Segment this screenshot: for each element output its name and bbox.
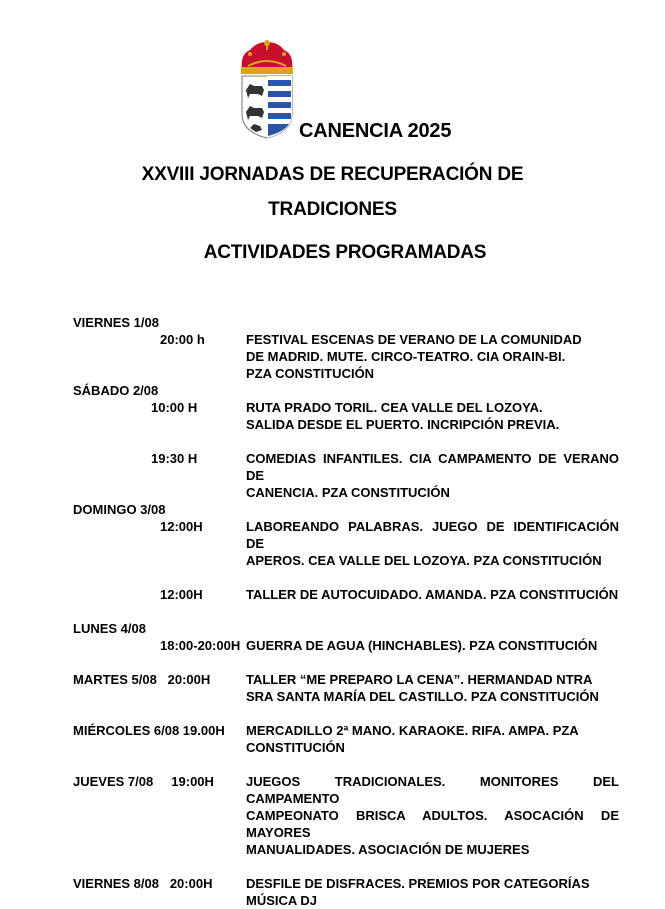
day-label: VIERNES 1/08 — [73, 315, 159, 330]
entry-description — [246, 875, 619, 909]
description-line: DE MADRID. MUTE. CIRCO-TEATRO. CIA ORAIN-BI. — [246, 349, 566, 364]
schedule-entry — [73, 518, 623, 569]
schedule-entry — [73, 331, 623, 382]
schedule-entry — [73, 773, 623, 858]
description-line: CONSTITUCIÓN — [246, 740, 345, 755]
description-line: APEROS. CEA VALLE DEL LOZOYA. PZA CONSTITUCIÓN — [246, 553, 602, 568]
entry-time: 10:00 H — [151, 400, 198, 415]
schedule-entry — [73, 450, 623, 501]
event-title-line2: TRADICIONES — [268, 199, 397, 220]
entry-time: 19:30 H — [151, 451, 198, 466]
town-title: CANENCIA 2025 — [299, 120, 452, 142]
shield-icon — [242, 76, 292, 138]
description-line: COMEDIAS INFANTILES. CIA CAMPAMENTO DE VERANO DE — [246, 451, 619, 483]
description-line: DESFILE DE DISFRACES. PREMIOS POR CATEGORÍAS — [246, 876, 590, 891]
event-title-line1: XXVIII JORNADAS DE RECUPERACIÓN DE — [141, 164, 524, 185]
description-line: PZA CONSTITUCIÓN — [246, 366, 375, 381]
day-time-label: MARTES 5/08 20:00H — [73, 672, 211, 687]
section-title: ACTIVIDADES PROGRAMADAS — [203, 242, 487, 263]
entry-description — [246, 331, 619, 382]
schedule-day — [73, 501, 623, 603]
schedule-entry — [73, 671, 623, 705]
entry-description — [246, 450, 619, 501]
description-line: SALIDA DESDE EL PUERTO. INCRIPCIÓN PREVIA. — [246, 417, 560, 432]
schedule-day — [73, 382, 623, 501]
schedule-entry — [73, 722, 623, 756]
day-label: SÁBADO 2/08 — [73, 383, 159, 398]
entry-description — [246, 637, 619, 654]
description-line: MANUALIDADES. ASOCIACIÓN DE MUJERES — [246, 842, 530, 857]
description-line: TALLER “ME PREPARO LA CENA”. HERMANDAD NTRA — [246, 672, 593, 687]
description-line: CAMPEONATO BRISCA ADULTOS. ASOCACIÓN DE MAYORES — [246, 808, 619, 840]
schedule-entry — [73, 399, 623, 433]
coat-of-arms-icon — [236, 40, 298, 140]
entry-time: 12:00H — [160, 587, 203, 602]
schedule-day — [73, 620, 623, 654]
day-label: LUNES 4/08 — [73, 621, 146, 636]
description-line: JUEGOS TRADICIONALES. MONITORES DEL CAMPAMENTO — [246, 774, 619, 806]
entry-description — [246, 586, 619, 603]
description-line: TALLER DE AUTOCUIDADO. AMANDA. PZA CONSTITUCIÓN — [246, 587, 619, 602]
entry-description — [246, 518, 619, 569]
description-line: GUERRA DE AGUA (HINCHABLES). PZA CONSTITUCIÓN — [246, 638, 598, 653]
description-line: MÚSICA DJ — [246, 893, 318, 908]
entry-time: 12:00H — [160, 519, 203, 534]
day-time-label: JUEVES 7/08 19:00H — [73, 774, 214, 789]
day-label: DOMINGO 3/08 — [73, 502, 166, 517]
schedule-entry — [73, 586, 623, 603]
entry-description — [246, 671, 619, 705]
description-line: MERCADILLO 2ª MANO. KARAOKE. RIFA. AMPA. PZA — [246, 723, 579, 738]
entry-description — [246, 399, 619, 433]
crown-icon — [241, 40, 293, 74]
day-time-label: MIÉRCOLES 6/08 19.00H — [73, 723, 225, 738]
schedule-entry — [73, 875, 623, 909]
description-line: SRA SANTA MARÍA DEL CASTILLO. PZA CONSTITUCIÓN — [246, 689, 599, 704]
day-time-label: VIERNES 8/08 20:00H — [73, 876, 213, 891]
entry-time: 18:00-20:00H — [160, 638, 241, 653]
schedule — [73, 314, 623, 909]
description-line: RUTA PRADO TORIL. CEA VALLE DEL LOZOYA. — [246, 400, 543, 415]
entry-description — [246, 773, 619, 858]
schedule-day — [73, 314, 623, 382]
schedule-entry — [73, 637, 623, 654]
description-line: CANENCIA. PZA CONSTITUCIÓN — [246, 485, 450, 500]
entry-description — [246, 722, 619, 756]
description-line: LABOREANDO PALABRAS. JUEGO DE IDENTIFICACIÓN DE — [246, 519, 619, 551]
description-line: FESTIVAL ESCENAS DE VERANO DE LA COMUNIDAD — [246, 332, 582, 347]
entry-time: 20:00 h — [160, 332, 205, 347]
